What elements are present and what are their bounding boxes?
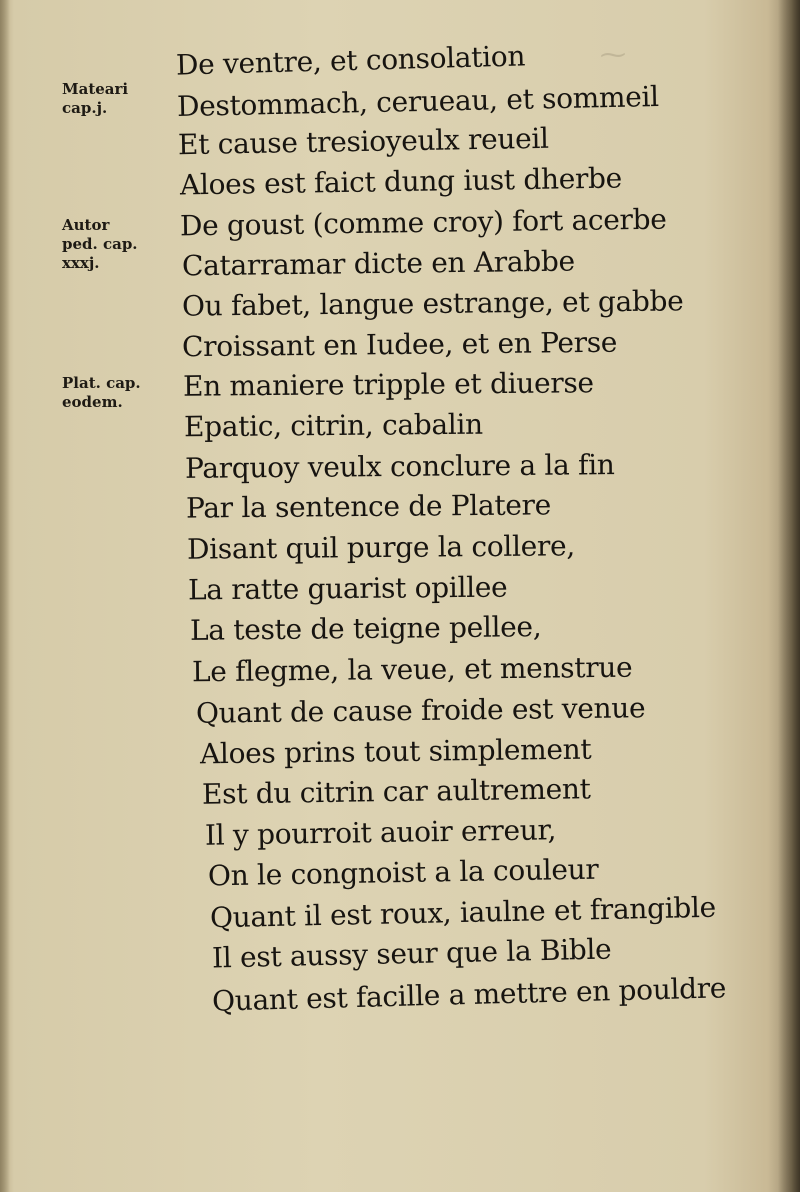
margin-note-2: Autor ped. cap. xxxj. (62, 216, 138, 272)
verse-line-13: Disant quil purge la collere, (186, 529, 576, 566)
verse-line-17: Quant de cause froide est venue (195, 691, 646, 730)
margin-note-3: Plat. cap. eodem. (62, 374, 141, 411)
show-through-mark: ⁓ (600, 40, 626, 70)
verse-line-6: Catarramar dicte en Arabbe (181, 244, 575, 283)
verse-line-16: Le flegme, la veue, et menstrue (191, 650, 633, 689)
verse-line-9: En maniere tripple et diuerse (182, 366, 594, 403)
verse-line-7: Ou fabet, langue estrange, et gabbe (181, 284, 684, 323)
verse-line-11: Parquoy veulx conclure a la fin (184, 448, 615, 485)
verse-line-4: Aloes est faict dung iust dherbe (179, 161, 623, 202)
page-gutter-shadow (0, 0, 10, 1192)
verse-line-19: Est du citrin car aultrement (201, 772, 591, 811)
verse-line-22: Quant il est roux, iaulne et frangible (209, 890, 717, 935)
verse-line-8: Croissant en Iudee, et en Perse (181, 325, 618, 364)
verse-line-5: De goust (comme croy) fort acerbe (179, 202, 667, 243)
verse-line-3: Et cause tresioyeulx reueil (177, 121, 549, 162)
verse-line-20: Il y pourroit auoir erreur, (204, 813, 557, 852)
verse-line-18: Aloes prins tout simplement (199, 732, 592, 771)
verse-line-2: Destommach, cerueau, et sommeil (176, 79, 660, 124)
verse-line-14: La ratte guarist opillee (187, 570, 508, 607)
verse-line-15: La teste de teigne pellee, (189, 610, 542, 647)
verse-line-10: Epatic, citrin, cabalin (183, 407, 483, 444)
page-edge-shadow (778, 0, 800, 1192)
verse-line-1: De ventre, et consolation (175, 39, 526, 82)
verse-line-23: Il est aussy seur que la Bible (211, 932, 612, 975)
verse-line-24: Quant est facille a mettre en pouldre (211, 971, 727, 1018)
verse-line-21: On le congnoist a la couleur (207, 852, 599, 893)
verse-line-12: Par la sentence de Platere (185, 488, 552, 525)
margin-note-1: Mateari cap.j. (62, 80, 129, 117)
